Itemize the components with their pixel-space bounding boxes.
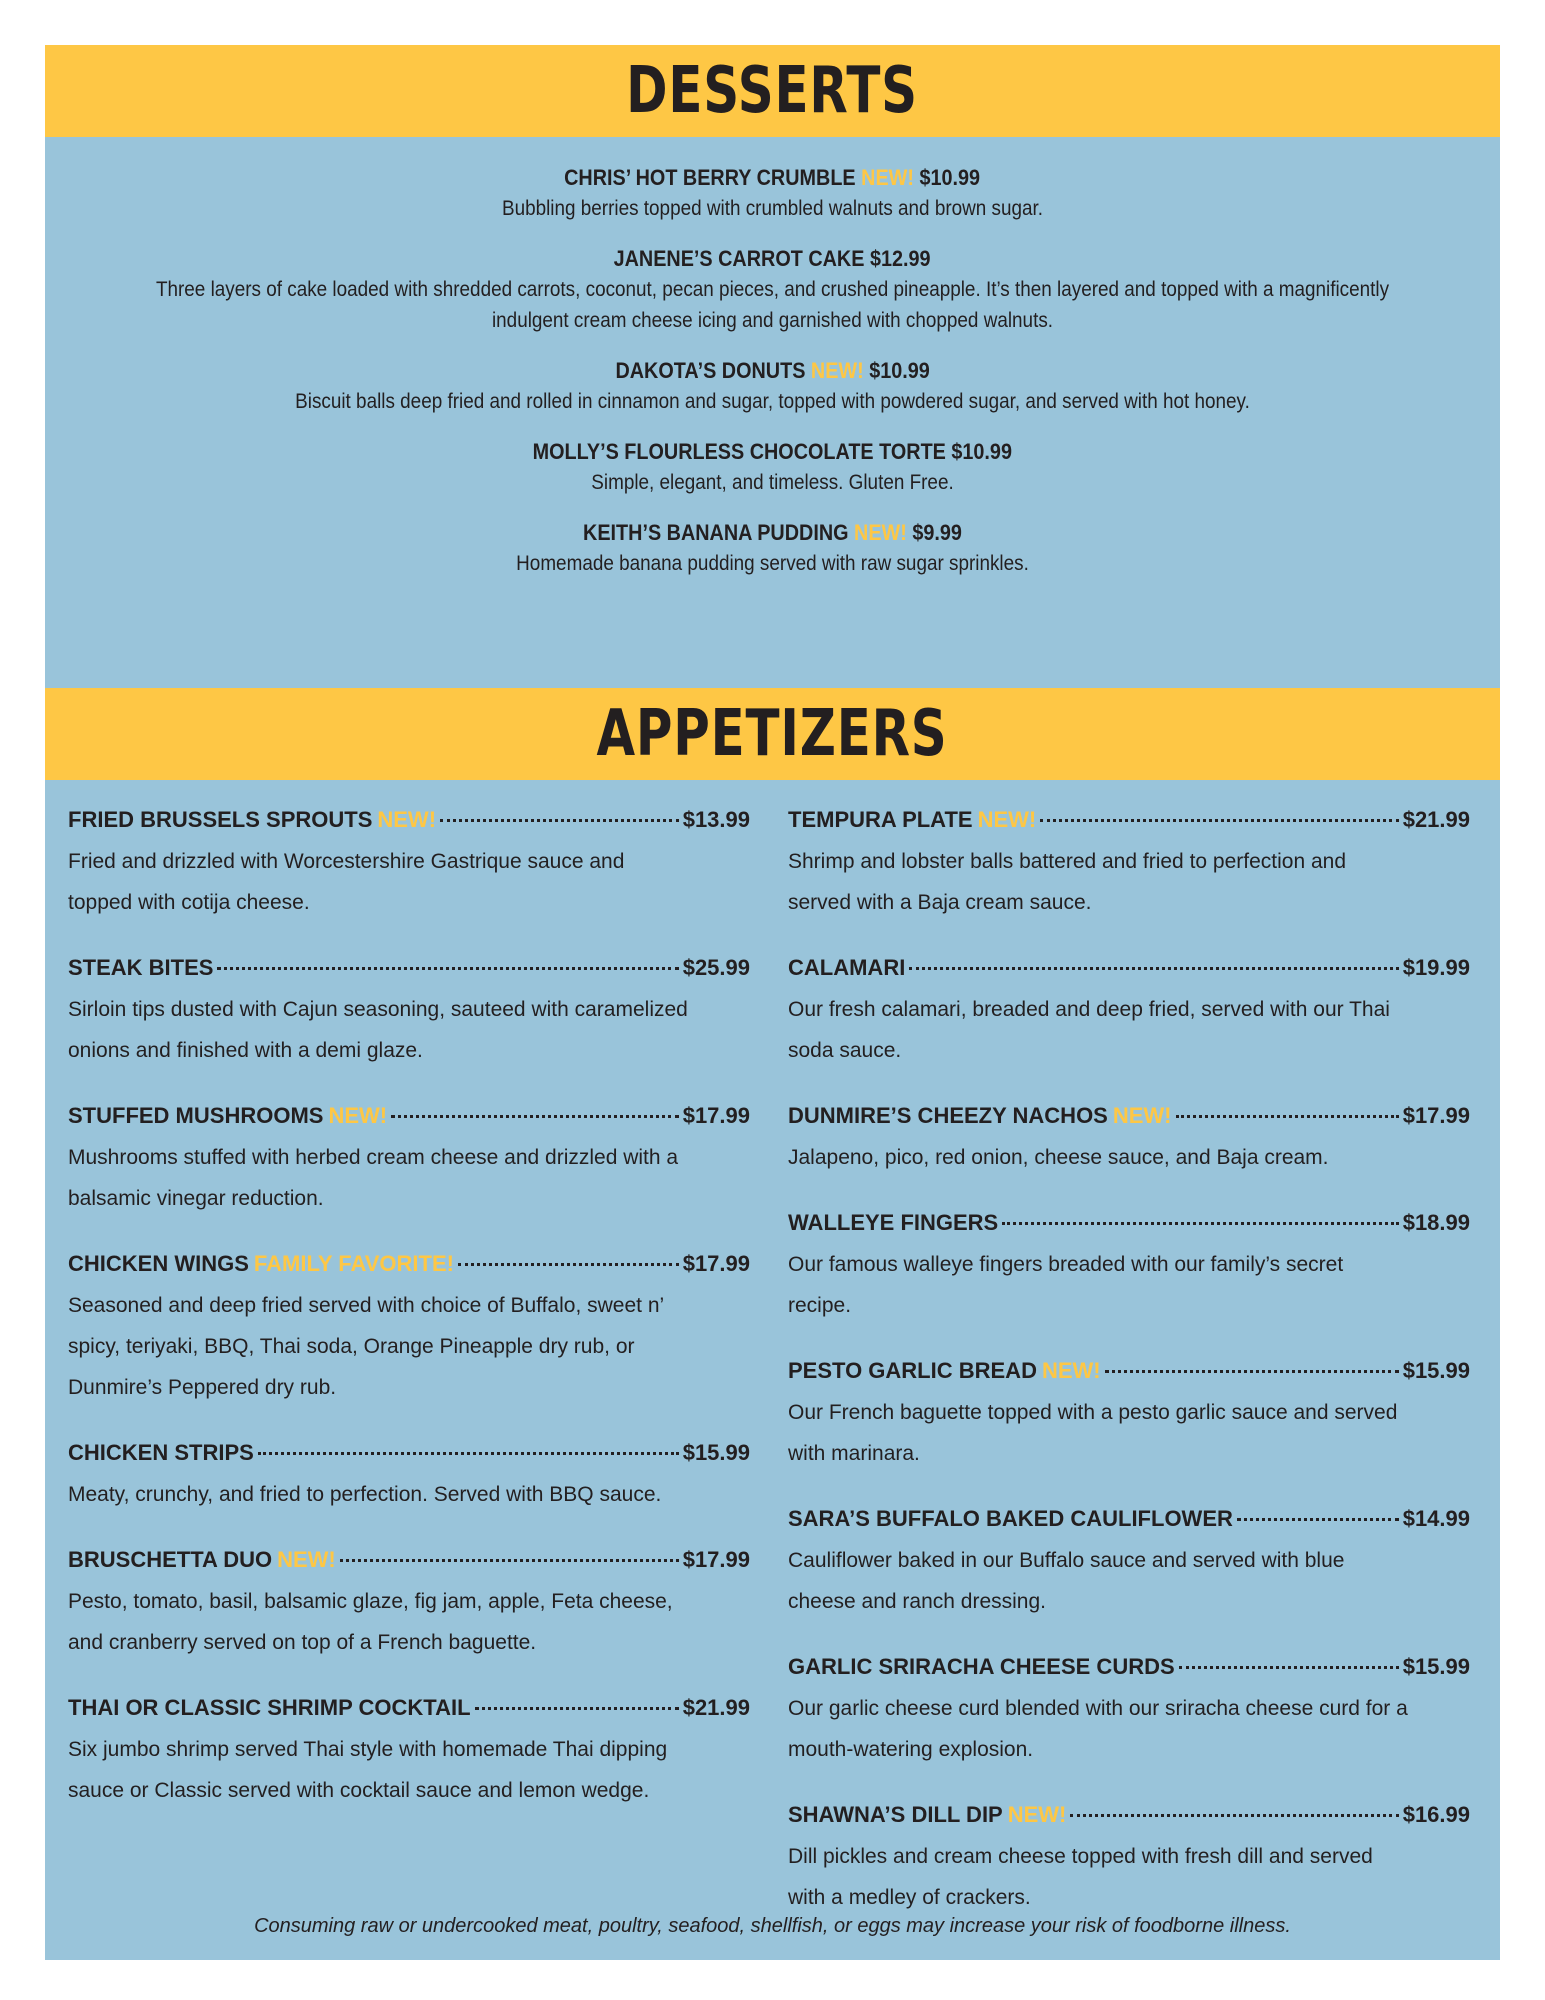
appetizer-price: $16.99 (1402, 1802, 1470, 1827)
dessert-item (45, 518, 1500, 579)
appetizer-title (68, 1101, 387, 1131)
appetizers-heading: APPETIZERS (596, 697, 949, 771)
food-safety-disclaimer: Consuming raw or undercooked meat, poultry, seafood, shellfish, or eggs may increase your risk of foodborne illness. (254, 1915, 1291, 1937)
new-badge: NEW! (1112, 1103, 1172, 1128)
dessert-description: Homemade banana pudding served with raw sugar sprinkles. (516, 552, 1029, 575)
appetizer-item (68, 1693, 750, 1811)
appetizer-description: Cauliflower baked in our Buffalo sauce and served with blue cheese and ranch dressing. (788, 1549, 1345, 1613)
appetizer-header (788, 1800, 1470, 1830)
dot-leader (1179, 1666, 1399, 1669)
dessert-title (615, 356, 929, 386)
dot-leader (1237, 1518, 1399, 1521)
appetizer-price: $18.99 (1402, 1210, 1470, 1235)
appetizer-price: $17.99 (682, 1251, 750, 1276)
dessert-description: Biscuit balls deep fried and rolled in cinnamon and sugar, topped with powdered sugar, and served with hot honey. (295, 390, 1250, 413)
appetizer-price: $19.99 (1402, 955, 1470, 980)
dessert-price: $9.99 (912, 520, 962, 545)
dot-leader (1105, 1370, 1399, 1373)
appetizer-header (68, 805, 750, 835)
appetizers-right-column (788, 805, 1470, 1948)
appetizer-price: $15.99 (1402, 1358, 1470, 1383)
dessert-title (565, 163, 981, 193)
appetizer-item (68, 1101, 750, 1219)
appetizer-title (788, 1356, 1101, 1386)
dessert-title (583, 518, 962, 548)
appetizer-title (788, 1101, 1172, 1131)
dessert-price: $12.99 (870, 246, 931, 271)
desserts-banner (45, 45, 1500, 137)
new-badge: NEW! (1041, 1358, 1101, 1383)
appetizer-price: $21.99 (682, 1695, 750, 1720)
appetizer-item (68, 953, 750, 1071)
appetizer-description: Our garlic cheese curd blended with our sriracha cheese curd for a mouth-watering explosion. (788, 1697, 1408, 1761)
appetizer-description: Our fresh calamari, breaded and deep fried, served with our Thai soda sauce. (788, 998, 1390, 1062)
dot-leader (458, 1263, 679, 1266)
appetizer-item (788, 1101, 1470, 1178)
dessert-item (45, 437, 1500, 498)
menu-sheet (45, 45, 1500, 1960)
appetizer-name: STUFFED MUSHROOMS (68, 1103, 324, 1128)
appetizer-name: BRUSCHETTA DUO (68, 1547, 273, 1572)
appetizer-item (68, 1438, 750, 1515)
appetizer-title (68, 1249, 454, 1279)
appetizer-description: Our French baguette topped with a pesto garlic sauce and served with marinara. (788, 1401, 1398, 1465)
appetizer-name: SHAWNA’S DILL DIP (788, 1802, 1003, 1827)
dessert-name: DAKOTA’S DONUTS (615, 358, 806, 383)
appetizer-header (788, 1504, 1470, 1534)
dessert-price: $10.99 (919, 165, 981, 190)
appetizer-header (788, 1101, 1470, 1131)
appetizer-title (788, 1504, 1233, 1534)
appetizer-price: $14.99 (1402, 1506, 1470, 1531)
appetizer-title (788, 805, 1036, 835)
new-badge: NEW! (1007, 1802, 1067, 1827)
appetizer-description: Meaty, crunchy, and fried to perfection. Served with BBQ sauce. (68, 1483, 662, 1506)
dessert-title (614, 244, 931, 274)
appetizer-name: DUNMIRE’S CHEEZY NACHOS (788, 1103, 1108, 1128)
appetizer-description: Dill pickles and cream cheese topped with fresh dill and served with a medley of crackers. (788, 1845, 1373, 1909)
appetizer-name: CALAMARI (788, 955, 906, 980)
appetizer-title (788, 953, 905, 983)
appetizer-header (788, 1208, 1470, 1238)
appetizer-title (68, 1545, 336, 1575)
appetizer-name: TEMPURA PLATE (788, 807, 973, 832)
dot-leader (909, 967, 1398, 970)
appetizer-header (68, 1545, 750, 1575)
appetizer-price: $17.99 (682, 1547, 750, 1572)
dot-leader (1070, 1814, 1398, 1817)
dessert-name: JANENE’S CARROT CAKE (614, 246, 865, 271)
appetizer-header (788, 805, 1470, 835)
appetizer-name: THAI OR CLASSIC SHRIMP COCKTAIL (68, 1695, 471, 1720)
appetizer-price: $13.99 (682, 807, 750, 832)
dessert-price: $10.99 (951, 439, 1013, 464)
new-badge: FAMILY FAVORITE! (253, 1251, 454, 1276)
dessert-item (45, 244, 1500, 336)
appetizer-header (68, 1693, 750, 1723)
dot-leader (475, 1707, 679, 1710)
appetizer-item (788, 953, 1470, 1071)
dessert-item (45, 356, 1500, 417)
appetizer-item (788, 805, 1470, 923)
appetizer-description: Seasoned and deep fried served with choice of Buffalo, sweet n’ spicy, teriyaki, BBQ, Thai soda, Orange Pineapple dry rub, or Dunmire’s Peppered dry rub. (68, 1294, 664, 1399)
desserts-heading: DESSERTS (626, 54, 919, 128)
appetizer-item (788, 1800, 1470, 1918)
dessert-name: KEITH’S BANANA PUDDING (583, 520, 849, 545)
dot-leader (258, 1452, 679, 1455)
appetizer-title (68, 805, 436, 835)
appetizer-item (68, 805, 750, 923)
new-badge: NEW! (810, 358, 864, 383)
appetizer-price: $15.99 (1402, 1654, 1470, 1679)
appetizer-name: CHICKEN WINGS (68, 1251, 249, 1276)
appetizer-description: Shrimp and lobster balls battered and fried to perfection and served with a Baja cream sauce. (788, 850, 1347, 914)
appetizer-title (788, 1800, 1066, 1830)
appetizer-price: $25.99 (682, 955, 750, 980)
appetizer-item (788, 1504, 1470, 1622)
dot-leader (217, 967, 678, 970)
appetizer-price: $17.99 (1402, 1103, 1470, 1128)
appetizer-item (68, 1545, 750, 1663)
appetizer-header (68, 1101, 750, 1131)
appetizer-price: $17.99 (682, 1103, 750, 1128)
dot-leader (440, 819, 679, 822)
dot-leader (1002, 1222, 1398, 1225)
appetizer-price: $15.99 (682, 1440, 750, 1465)
dessert-description: Bubbling berries topped with crumbled walnuts and brown sugar. (501, 197, 1044, 220)
new-badge: NEW! (328, 1103, 388, 1128)
appetizer-header (68, 1438, 750, 1468)
appetizer-name: SARA’S BUFFALO BAKED CAULIFLOWER (788, 1506, 1233, 1531)
appetizer-header (68, 953, 750, 983)
dessert-title (533, 437, 1012, 467)
appetizer-item (788, 1208, 1470, 1326)
dot-leader (391, 1115, 679, 1118)
appetizer-header (788, 1652, 1470, 1682)
appetizer-description: Our famous walleye fingers breaded with our family’s secret recipe. (788, 1253, 1344, 1317)
dessert-name: MOLLY’S FLOURLESS CHOCOLATE TORTE (532, 439, 947, 464)
new-badge: NEW! (377, 807, 437, 832)
appetizer-name: PESTO GARLIC BREAD (788, 1358, 1037, 1383)
appetizer-name: STEAK BITES (68, 955, 214, 980)
appetizer-description: Six jumbo shrimp served Thai style with homemade Thai dipping sauce or Classic served with cocktail sauce and lemon wedge. (68, 1738, 668, 1802)
appetizer-title (788, 1208, 998, 1238)
appetizer-description: Jalapeno, pico, red onion, cheese sauce, and Baja cream. (788, 1146, 1329, 1169)
dot-leader (340, 1559, 679, 1562)
appetizer-title (788, 1652, 1175, 1682)
appetizers-banner (45, 688, 1500, 780)
dessert-price: $10.99 (869, 358, 930, 383)
appetizer-name: WALLEYE FINGERS (788, 1210, 999, 1235)
dessert-name: CHRIS’ HOT BERRY CRUMBLE (564, 165, 857, 190)
appetizer-title (68, 953, 213, 983)
appetizer-item (788, 1652, 1470, 1770)
dessert-description: Simple, elegant, and timeless. Gluten Free. (591, 471, 954, 494)
appetizer-description: Sirloin tips dusted with Cajun seasoning, sauteed with caramelized onions and finished with a demi glaze. (68, 998, 688, 1062)
new-badge: NEW! (277, 1547, 336, 1572)
desserts-list (45, 163, 1500, 599)
appetizer-name: FRIED BRUSSELS SPROUTS (68, 807, 373, 832)
dessert-item (45, 163, 1500, 224)
appetizer-header (68, 1249, 750, 1279)
dot-leader (1176, 1115, 1399, 1118)
appetizer-name: GARLIC SRIRACHA CHEESE CURDS (788, 1654, 1175, 1679)
appetizer-header (788, 1356, 1470, 1386)
appetizer-description: Fried and drizzled with Worcestershire Gastrique sauce and topped with cotija cheese. (68, 850, 625, 914)
dessert-description: Three layers of cake loaded with shredded carrots, coconut, pecan pieces, and crushed pineapple. It’s then layered and topped with a magnificently indulgent cream cheese icing and garnished with chopped walnuts. (155, 278, 1390, 332)
new-badge: NEW! (861, 165, 915, 190)
appetizer-description: Pesto, tomato, basil, balsamic glaze, fig jam, apple, Feta cheese, and cranberry served on top of a French baguette. (68, 1590, 673, 1654)
appetizer-price: $21.99 (1402, 807, 1470, 832)
appetizers-left-column (68, 805, 750, 1841)
appetizer-title (68, 1693, 471, 1723)
appetizer-item (68, 1249, 750, 1408)
appetizer-name: CHICKEN STRIPS (68, 1440, 254, 1465)
dot-leader (1040, 819, 1398, 822)
appetizer-header (788, 953, 1470, 983)
appetizer-description: Mushrooms stuffed with herbed cream cheese and drizzled with a balsamic vinegar reduction. (68, 1146, 679, 1210)
new-badge: NEW! (977, 807, 1037, 832)
appetizer-item (788, 1356, 1470, 1474)
appetizer-title (68, 1438, 254, 1468)
new-badge: NEW! (854, 520, 907, 545)
